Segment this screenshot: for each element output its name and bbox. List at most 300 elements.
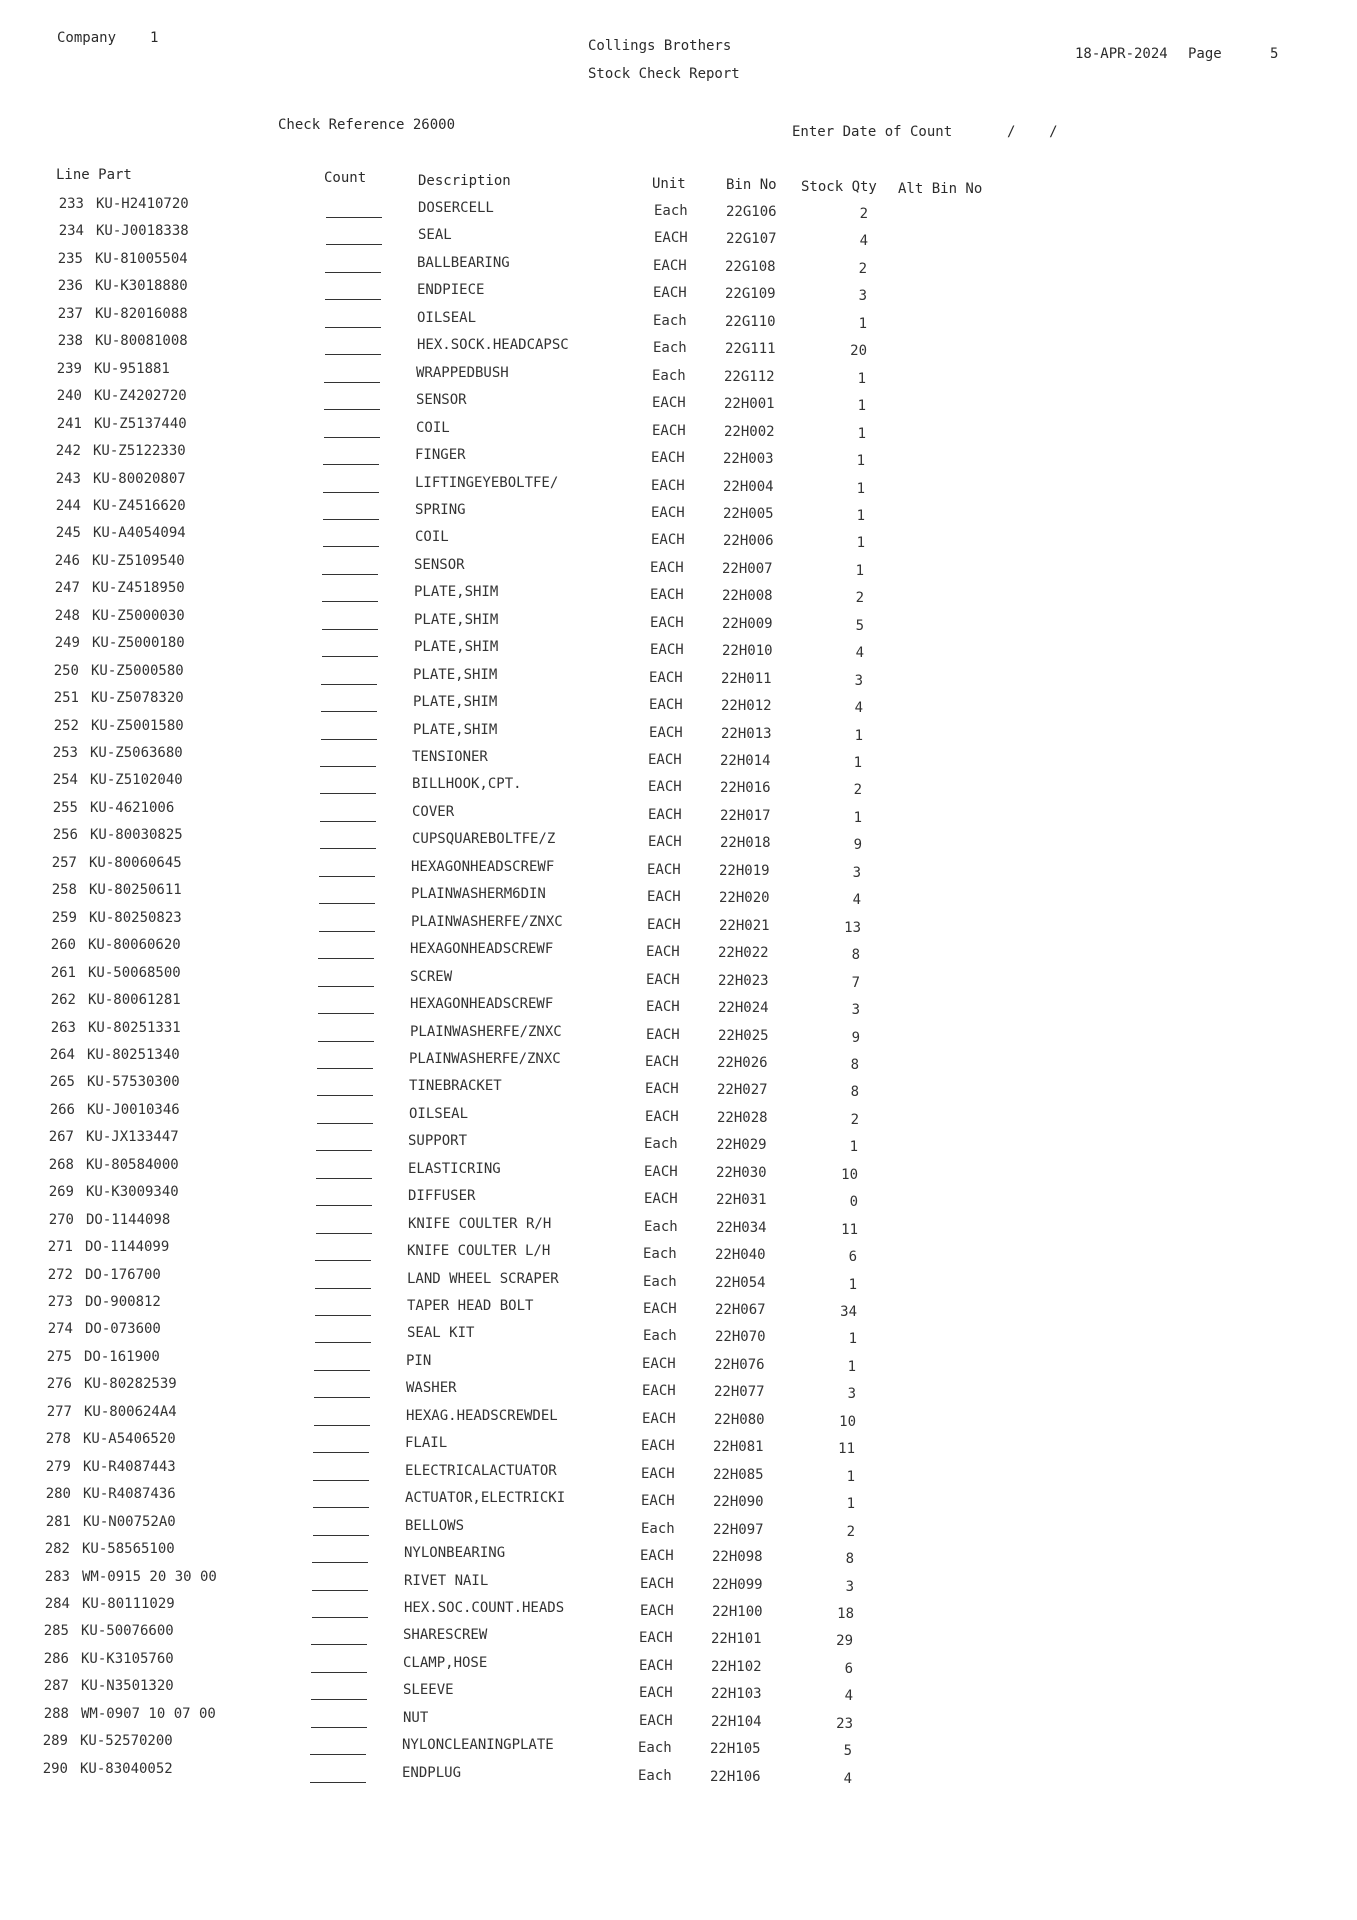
description: DIFFUSER	[408, 1188, 476, 1205]
part-number: KU-57530300	[87, 1074, 180, 1091]
stock-qty: 11	[841, 1221, 858, 1238]
description: TINEBRACKET	[409, 1078, 502, 1095]
stock-qty: 1	[846, 1496, 855, 1513]
table-row	[0, 1376, 1345, 1402]
table-row	[0, 388, 1355, 414]
table-row	[0, 910, 1350, 936]
table-row	[0, 827, 1351, 853]
count-blank[interactable]	[313, 1480, 369, 1481]
description: PLAINWASHERM6DIN	[411, 886, 546, 903]
part-number: KU-951881	[94, 360, 170, 377]
stock-qty: 8	[850, 1084, 859, 1101]
count-blank[interactable]	[319, 931, 375, 932]
table-row	[0, 1596, 1343, 1622]
description: PLATE,SHIM	[414, 611, 499, 628]
bin-number: 22H009	[722, 615, 773, 632]
table-row	[0, 745, 1351, 771]
unit: EACH	[646, 1026, 680, 1043]
count-blank[interactable]	[313, 1452, 369, 1453]
count-blank[interactable]	[319, 903, 375, 904]
table-row	[0, 1623, 1342, 1649]
table-row	[0, 416, 1355, 442]
line-number: 267	[48, 1129, 74, 1146]
table-row	[0, 937, 1349, 963]
count-blank[interactable]	[313, 1535, 369, 1536]
stock-qty: 4	[854, 700, 863, 717]
unit: EACH	[648, 834, 682, 851]
part-number: KU-Z5001580	[91, 717, 184, 734]
line-number: 262	[50, 992, 76, 1009]
part-number: KU-Z5109540	[92, 552, 185, 569]
table-row	[0, 278, 1356, 304]
count-blank[interactable]	[314, 1425, 370, 1426]
unit: EACH	[639, 1685, 673, 1702]
part-number: KU-R4087443	[83, 1458, 176, 1475]
bin-number: 22H054	[715, 1274, 766, 1291]
bin-number: 22H104	[711, 1713, 762, 1730]
count-blank[interactable]	[325, 272, 381, 273]
table-row	[0, 471, 1354, 497]
count-blank[interactable]	[321, 739, 377, 740]
unit: EACH	[646, 971, 680, 988]
part-number: KU-80251331	[88, 1019, 181, 1036]
count-blank[interactable]	[323, 519, 379, 520]
line-number: 273	[47, 1294, 73, 1310]
description: OILSEAL	[409, 1105, 469, 1122]
line-number: 245	[55, 525, 81, 542]
stock-qty: 1	[849, 1139, 858, 1156]
unit: EACH	[649, 724, 683, 741]
count-blank[interactable]	[315, 1342, 371, 1343]
stock-qty: 3	[845, 1578, 854, 1595]
count-blank[interactable]	[319, 876, 375, 877]
count-blank[interactable]	[324, 437, 380, 438]
stock-qty: 11	[838, 1441, 855, 1458]
table-row	[0, 361, 1355, 387]
bin-number: 22H067	[715, 1302, 766, 1318]
table-row	[0, 251, 1356, 277]
table-row	[0, 1761, 1341, 1787]
line-number: 270	[48, 1211, 74, 1228]
line-number: 271	[47, 1239, 73, 1256]
description: OILSEAL	[417, 309, 477, 326]
line-number: 283	[44, 1568, 70, 1585]
stock-qty: 5	[843, 1743, 852, 1760]
unit: Each	[638, 1767, 672, 1784]
line-number: 239	[56, 360, 82, 377]
part-number: KU-82016088	[95, 305, 188, 322]
table-row	[0, 855, 1350, 881]
stock-qty: 2	[859, 206, 868, 222]
count-blank[interactable]	[315, 1315, 371, 1316]
count-blank[interactable]	[312, 1562, 368, 1563]
stock-qty: 29	[836, 1633, 853, 1650]
col-bin-no: Bin No	[726, 177, 777, 193]
bin-number: 22H011	[721, 670, 772, 687]
table-row	[0, 608, 1353, 634]
bin-number: 22H098	[712, 1549, 763, 1566]
unit: EACH	[652, 395, 686, 412]
table-row	[0, 196, 1357, 222]
stock-qty: 1	[856, 535, 865, 552]
count-blank[interactable]	[323, 546, 379, 547]
count-blank[interactable]	[322, 574, 378, 575]
bin-number: 22H097	[713, 1521, 764, 1538]
line-number: 249	[54, 635, 80, 652]
unit: EACH	[653, 257, 687, 274]
count-blank[interactable]	[320, 793, 376, 794]
unit: EACH	[648, 752, 682, 768]
stock-qty: 1	[854, 727, 863, 744]
stock-qty: 23	[836, 1715, 853, 1732]
count-blank[interactable]	[318, 1013, 374, 1014]
description: PLATE,SHIM	[413, 666, 498, 683]
company-number: 1	[150, 30, 159, 46]
line-number: 260	[50, 937, 76, 954]
count-blank[interactable]	[323, 464, 379, 465]
date-of-count-field: / /	[1007, 124, 1058, 140]
bin-number: 22H102	[711, 1658, 762, 1675]
description: KNIFE COULTER L/H	[407, 1243, 551, 1260]
stock-qty: 4	[844, 1688, 853, 1705]
count-blank[interactable]	[316, 1150, 372, 1151]
part-number: KU-4621006	[90, 799, 175, 816]
line-number: 276	[46, 1376, 72, 1393]
part-number: KU-N3501320	[81, 1678, 174, 1695]
stock-qty: 10	[841, 1166, 858, 1183]
bin-number: 22H040	[715, 1247, 766, 1264]
count-blank[interactable]	[324, 382, 380, 383]
line-number: 282	[44, 1541, 70, 1558]
bin-number: 22H010	[722, 643, 773, 660]
description: FLAIL	[405, 1435, 448, 1452]
line-number: 246	[54, 552, 80, 569]
count-blank[interactable]	[311, 1672, 367, 1673]
table-row	[0, 333, 1356, 359]
count-blank[interactable]	[321, 684, 377, 685]
line-number: 237	[57, 305, 83, 322]
unit: EACH	[645, 1053, 679, 1070]
part-number: DO-161900	[84, 1348, 160, 1365]
count-blank[interactable]	[326, 217, 382, 218]
table-row	[0, 1239, 1346, 1265]
stock-qty: 34	[840, 1304, 857, 1320]
page-number: 5	[1270, 46, 1279, 62]
part-number: KU-50076600	[81, 1623, 174, 1640]
table-row	[0, 800, 1351, 826]
line-number: 242	[55, 443, 81, 460]
bin-number: 22H008	[722, 588, 773, 605]
count-blank[interactable]	[323, 492, 379, 493]
description: BALLBEARING	[417, 254, 510, 271]
table-row	[0, 1102, 1348, 1128]
stock-qty: 1	[848, 1331, 857, 1348]
part-number: KU-80020807	[93, 470, 186, 487]
description: SEAL	[418, 227, 452, 244]
unit: Each	[653, 312, 687, 329]
bin-number: 22H080	[714, 1411, 765, 1428]
description: BILLHOOK,CPT.	[412, 776, 522, 793]
count-blank[interactable]	[325, 299, 381, 300]
bin-number: 22H012	[721, 698, 772, 715]
table-row	[0, 1074, 1348, 1100]
count-blank[interactable]	[316, 1233, 372, 1234]
count-blank[interactable]	[320, 848, 376, 849]
bin-number: 22H077	[714, 1384, 765, 1401]
unit: EACH	[639, 1712, 673, 1729]
bin-number: 22G110	[725, 313, 776, 330]
description: SLEEVE	[403, 1682, 454, 1699]
bin-number: 22H103	[711, 1686, 762, 1703]
description: HEXAG.HEADSCREWDEL	[406, 1407, 558, 1424]
bin-number: 22H076	[714, 1356, 765, 1373]
count-blank[interactable]	[310, 1754, 366, 1755]
count-blank[interactable]	[317, 1095, 373, 1096]
description: TENSIONER	[412, 749, 488, 765]
stock-qty: 2	[858, 260, 867, 277]
description: CLAMP,HOSE	[403, 1654, 488, 1671]
part-number: KU-Z4516620	[93, 497, 186, 514]
description: WASHER	[406, 1380, 457, 1397]
count-blank[interactable]	[317, 1068, 373, 1069]
description: SEAL KIT	[407, 1325, 475, 1342]
bin-number: 22H081	[713, 1439, 764, 1456]
line-number: 269	[48, 1184, 74, 1201]
unit: EACH	[648, 806, 682, 823]
part-number: KU-80061281	[88, 992, 181, 1009]
bin-number: 22H017	[720, 807, 771, 824]
description: HEX.SOC.COUNT.HEADS	[404, 1599, 565, 1616]
check-reference: Check Reference 26000	[278, 117, 456, 133]
table-row	[0, 553, 1353, 579]
count-blank[interactable]	[325, 327, 381, 328]
unit: EACH	[651, 532, 685, 549]
count-blank[interactable]	[322, 601, 378, 602]
part-number: KU-Z5000180	[92, 635, 185, 652]
bin-number: 22H100	[712, 1603, 763, 1620]
description: HEXAGONHEADSCREWF	[410, 941, 554, 958]
unit: EACH	[643, 1301, 677, 1317]
description: DOSERCELL	[418, 200, 494, 216]
part-number: KU-Z5000580	[91, 662, 184, 679]
count-blank[interactable]	[324, 409, 380, 410]
description: LAND WHEEL SCRAPER	[407, 1270, 559, 1287]
count-blank[interactable]	[311, 1644, 367, 1645]
bin-number: 22H105	[710, 1741, 761, 1758]
bin-number: 22H019	[719, 862, 770, 879]
description: PLATE,SHIM	[413, 694, 498, 711]
description: SHARESCREW	[403, 1627, 488, 1644]
part-number: KU-Z4202720	[94, 388, 187, 405]
line-number: 290	[42, 1760, 68, 1777]
unit: Each	[654, 203, 688, 219]
bin-number: 22H020	[719, 890, 770, 907]
col-count: Count	[324, 170, 367, 186]
bin-number: 22H024	[718, 1000, 769, 1017]
table-row	[0, 1129, 1347, 1155]
enter-date-label: Enter Date of Count	[792, 124, 953, 140]
unit: EACH	[648, 779, 682, 796]
unit: EACH	[639, 1630, 673, 1647]
count-blank[interactable]	[318, 958, 374, 959]
count-blank[interactable]	[317, 1123, 373, 1124]
line-number: 248	[54, 607, 80, 624]
unit: EACH	[644, 1163, 678, 1180]
table-row	[0, 1404, 1345, 1430]
table-row	[0, 223, 1357, 249]
stock-qty: 6	[844, 1660, 853, 1677]
count-blank[interactable]	[325, 354, 381, 355]
bin-number: 22H018	[720, 835, 771, 852]
count-blank[interactable]	[316, 1178, 372, 1179]
table-row	[0, 992, 1349, 1018]
table-row	[0, 1569, 1343, 1595]
description: PLATE,SHIM	[414, 584, 499, 601]
bin-number: 22H031	[716, 1192, 767, 1209]
line-number: 244	[55, 497, 81, 514]
line-number: 241	[56, 415, 82, 432]
unit: EACH	[640, 1602, 674, 1619]
bin-number: 22H013	[721, 725, 772, 742]
count-blank[interactable]	[320, 821, 376, 822]
stock-qty: 8	[851, 947, 860, 964]
count-blank[interactable]	[321, 711, 377, 712]
description: PIN	[406, 1352, 432, 1369]
table-row	[0, 1541, 1343, 1567]
stock-qty: 8	[845, 1551, 854, 1568]
line-number: 238	[57, 333, 83, 350]
count-blank[interactable]	[312, 1617, 368, 1618]
part-number: KU-800624A4	[84, 1403, 177, 1420]
bin-number: 22H001	[724, 396, 775, 413]
description: HEX.SOCK.HEADCAPSC	[417, 337, 569, 354]
part-number: KU-83040052	[80, 1760, 173, 1777]
unit: EACH	[651, 477, 685, 494]
part-number: KU-Z5122330	[93, 443, 186, 460]
description: KNIFE COULTER R/H	[408, 1215, 552, 1232]
bin-number: 22H106	[710, 1768, 761, 1785]
stock-qty: 9	[853, 837, 862, 854]
table-row	[0, 663, 1352, 689]
description: NUT	[403, 1709, 429, 1726]
description: NYLONBEARING	[404, 1545, 506, 1562]
bin-number: 22H016	[720, 780, 771, 797]
bin-number: 22H070	[715, 1329, 766, 1346]
count-blank[interactable]	[326, 244, 382, 245]
description: ENDPIECE	[417, 282, 485, 299]
part-number: KU-Z4518950	[92, 580, 185, 597]
count-blank[interactable]	[314, 1370, 370, 1371]
line-number: 272	[47, 1266, 73, 1283]
line-number: 277	[46, 1403, 72, 1420]
bin-number: 22G109	[725, 286, 776, 303]
bin-number: 22H028	[717, 1109, 768, 1126]
unit: Each	[643, 1328, 677, 1345]
part-number: KU-K3009340	[86, 1184, 179, 1201]
part-number: KU-50068500	[88, 964, 181, 981]
col-line-part: Line Part	[56, 167, 132, 183]
unit: Each	[644, 1218, 678, 1235]
count-blank[interactable]	[318, 986, 374, 987]
table-row	[0, 1212, 1347, 1238]
description: SPRING	[415, 501, 466, 518]
bin-number: 22H006	[723, 533, 774, 550]
part-number: KU-A5406520	[83, 1431, 176, 1448]
line-number: 250	[53, 662, 79, 679]
stock-qty: 3	[852, 864, 861, 881]
count-blank[interactable]	[316, 1205, 372, 1206]
unit: EACH	[641, 1493, 675, 1510]
count-blank[interactable]	[311, 1699, 367, 1700]
count-blank[interactable]	[312, 1590, 368, 1591]
bin-number: 22G108	[725, 258, 776, 275]
stock-qty: 8	[850, 1056, 859, 1073]
description: LIFTINGEYEBOLTFE/	[415, 474, 559, 491]
count-blank[interactable]	[310, 1782, 366, 1783]
table-row	[0, 772, 1351, 798]
count-blank[interactable]	[315, 1260, 371, 1261]
count-blank[interactable]	[322, 629, 378, 630]
report-date: 18-APR-2024	[1075, 46, 1168, 62]
part-number: DO-1144098	[86, 1211, 171, 1228]
count-blank[interactable]	[318, 1041, 374, 1042]
part-number: KU-K3105760	[81, 1650, 174, 1667]
unit: Each	[641, 1520, 675, 1537]
count-blank[interactable]	[322, 656, 378, 657]
description: BELLOWS	[405, 1517, 465, 1534]
line-number: 266	[49, 1101, 75, 1118]
company-name: Collings Brothers	[588, 38, 732, 54]
line-number: 288	[43, 1705, 69, 1722]
stock-qty: 7	[851, 974, 860, 991]
description: SENSOR	[414, 556, 465, 573]
count-blank[interactable]	[320, 766, 376, 767]
unit: EACH	[650, 587, 684, 604]
table-row	[0, 1733, 1341, 1759]
description: COIL	[416, 419, 450, 436]
table-row	[0, 498, 1354, 524]
line-number: 243	[55, 470, 81, 487]
part-number: KU-80250823	[89, 909, 182, 926]
part-number: DO-176700	[85, 1266, 161, 1283]
description: SENSOR	[416, 392, 467, 409]
count-blank[interactable]	[311, 1727, 367, 1728]
bin-number: 22H022	[718, 945, 769, 962]
part-number: KU-N00752A0	[83, 1513, 176, 1530]
part-number: DO-900812	[85, 1294, 161, 1310]
line-number: 263	[50, 1019, 76, 1036]
stock-qty: 1	[855, 562, 864, 579]
count-blank[interactable]	[313, 1507, 369, 1508]
table-row	[0, 1651, 1342, 1677]
bin-number: 22H021	[719, 917, 770, 934]
unit: EACH	[646, 944, 680, 961]
unit: EACH	[642, 1383, 676, 1400]
line-number: 254	[52, 772, 78, 789]
part-number: WM-0915 20 30 00	[82, 1568, 217, 1585]
count-blank[interactable]	[314, 1397, 370, 1398]
stock-qty: 13	[844, 919, 861, 936]
stock-qty: 4	[852, 892, 861, 909]
bin-number: 22H025	[718, 1027, 769, 1044]
table-row	[0, 1184, 1347, 1210]
count-blank[interactable]	[315, 1288, 371, 1289]
unit: EACH	[650, 642, 684, 659]
stock-qty: 5	[855, 617, 864, 634]
line-number: 289	[42, 1733, 68, 1750]
description: COIL	[415, 529, 449, 546]
description: ELECTRICALACTUATOR	[405, 1462, 557, 1479]
